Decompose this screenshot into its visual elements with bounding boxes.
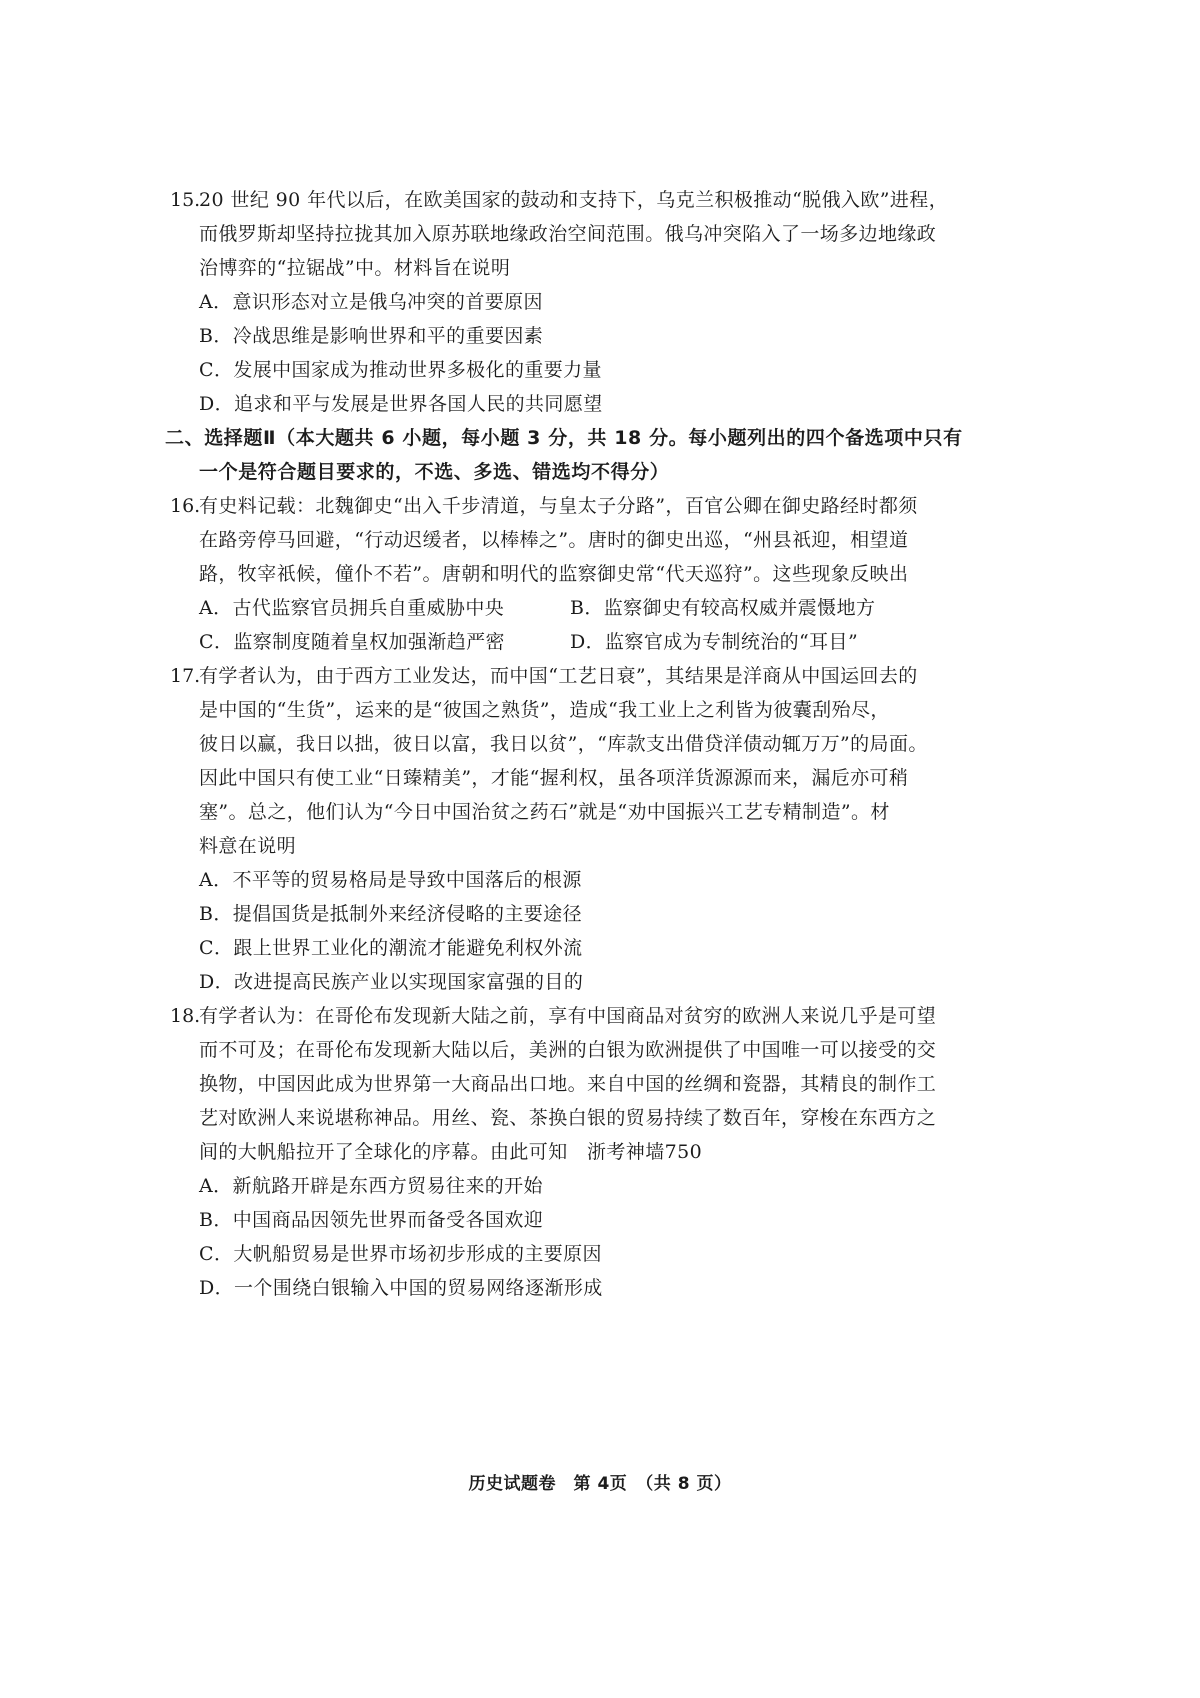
question-18-stem-line-2: 而不可及；在哥伦布发现新大陆以后，美洲的白银为欧洲提供了中国唯一可以接受的交 xyxy=(199,1039,937,1061)
question-18-option-a: A．新航路开辟是东西方贸易往来的开始 xyxy=(199,1175,543,1197)
question-16-stem-line-2: 在路旁停马回避，“行动迟缓者，以棒棒之”。唐时的御史出巡，“州县祇迎，相望道 xyxy=(199,529,909,551)
question-16-option-b: B．监察御史有较高权威并震慑地方 xyxy=(570,597,876,619)
question-17-option-a: A．不平等的贸易格局是导致中国落后的根源 xyxy=(199,869,582,891)
question-16-option-a: A．古代监察官员拥兵自重威胁中央 xyxy=(199,597,505,619)
page-footer: 历史试题卷 第 4页 （共 8 页） xyxy=(468,1474,732,1494)
question-18-number: 18. xyxy=(170,1005,201,1027)
question-17-option-d: D．改进提高民族产业以实现国家富强的目的 xyxy=(199,971,584,993)
question-15-option-c: C．发展中国家成为推动世界多极化的重要力量 xyxy=(199,359,602,381)
section-heading-line-2: 一个是符合题目要求的，不选、多选、错选均不得分） xyxy=(199,461,670,483)
question-16-option-c: C．监察制度随着皇权加强渐趋严密 xyxy=(199,631,505,653)
question-15-stem-line-2: 而俄罗斯却坚持拉拢其加入原苏联地缘政治空间范围。俄乌冲突陷入了一场多边地缘政 xyxy=(199,223,937,245)
question-18-option-c: C．大帆船贸易是世界市场初步形成的主要原因 xyxy=(199,1243,602,1265)
question-17-stem-line-4: 因此中国只有使工业“日臻精美”，才能“握利权，虽各项洋货源源而来，漏卮亦可稍 xyxy=(199,767,909,789)
question-15-option-d: D．追求和平与发展是世界各国人民的共同愿望 xyxy=(199,393,603,415)
question-15-stem-line-1: 20 世纪 90 年代以后，在欧美国家的鼓动和支持下，乌克兰积极推动“脱俄入欧”进程， xyxy=(199,189,949,211)
question-15-option-b: B．冷战思维是影响世界和平的重要因素 xyxy=(199,325,544,347)
question-17-number: 17. xyxy=(170,665,201,687)
question-16-number: 16. xyxy=(170,495,201,517)
question-17-stem-line-6: 料意在说明 xyxy=(199,835,297,857)
question-17-stem-line-2: 是中国的“生货”，运来的是“彼国之熟货”，造成“我工业上之利皆为彼囊刮殆尽， xyxy=(199,699,890,721)
question-18-stem-line-4: 艺对欧洲人来说堪称神品。用丝、瓷、茶换白银的贸易持续了数百年，穿梭在东西方之 xyxy=(199,1107,937,1129)
question-18-option-b: B．中国商品因领先世界而备受各国欢迎 xyxy=(199,1209,544,1231)
question-17-stem-line-3: 彼日以赢，我日以拙，彼日以富，我日以贫”，“库款支出借贷洋债动辄万万”的局面。 xyxy=(199,733,928,755)
question-18-stem-line-3: 换物，中国因此成为世界第一大商品出口地。来自中国的丝绸和瓷器，其精良的制作工 xyxy=(199,1073,937,1095)
question-18-option-d: D．一个围绕白银输入中国的贸易网络逐渐形成 xyxy=(199,1277,603,1299)
question-17-option-b: B．提倡国货是抵制外来经济侵略的主要途径 xyxy=(199,903,582,925)
question-17-stem-line-1: 有学者认为，由于西方工业发达，而中国“工艺日衰”，其结果是洋商从中国运回去的 xyxy=(199,665,918,687)
question-15-number: 15. xyxy=(170,189,201,211)
question-15-stem-line-3: 治博弈的“拉锯战”中。材料旨在说明 xyxy=(199,257,511,279)
question-17-option-c: C．跟上世界工业化的潮流才能避免利权外流 xyxy=(199,937,583,959)
section-heading-line-1: 二、选择题Ⅱ（本大题共 6 小题，每小题 3 分，共 18 分。每小题列出的四个备选项中只有 xyxy=(165,427,963,449)
question-18-stem-line-1: 有学者认为：在哥伦布发现新大陆之前，享有中国商品对贫穷的欧洲人来说几乎是可望 xyxy=(199,1005,937,1027)
question-15-option-a: A．意识形态对立是俄乌冲突的首要原因 xyxy=(199,291,543,313)
question-17-stem-line-5: 塞”。总之，他们认为“今日中国治贫之药石”就是“劝中国振兴工艺专精制造”。材 xyxy=(199,801,890,823)
question-18-stem-line-5: 间的大帆船拉开了全球化的序幕。由此可知 浙考神墙750 xyxy=(199,1141,703,1163)
question-16-option-d: D．监察官成为专制统治的“耳目” xyxy=(570,631,859,653)
question-16-stem-line-1: 有史料记载：北魏御史“出入千步清道，与皇太子分路”，百官公卿在御史路经时都须 xyxy=(199,495,918,517)
question-16-stem-line-3: 路，牧宰祇候，僮仆不若”。唐朝和明代的监察御史常“代天巡狩”。这些现象反映出 xyxy=(199,563,909,585)
